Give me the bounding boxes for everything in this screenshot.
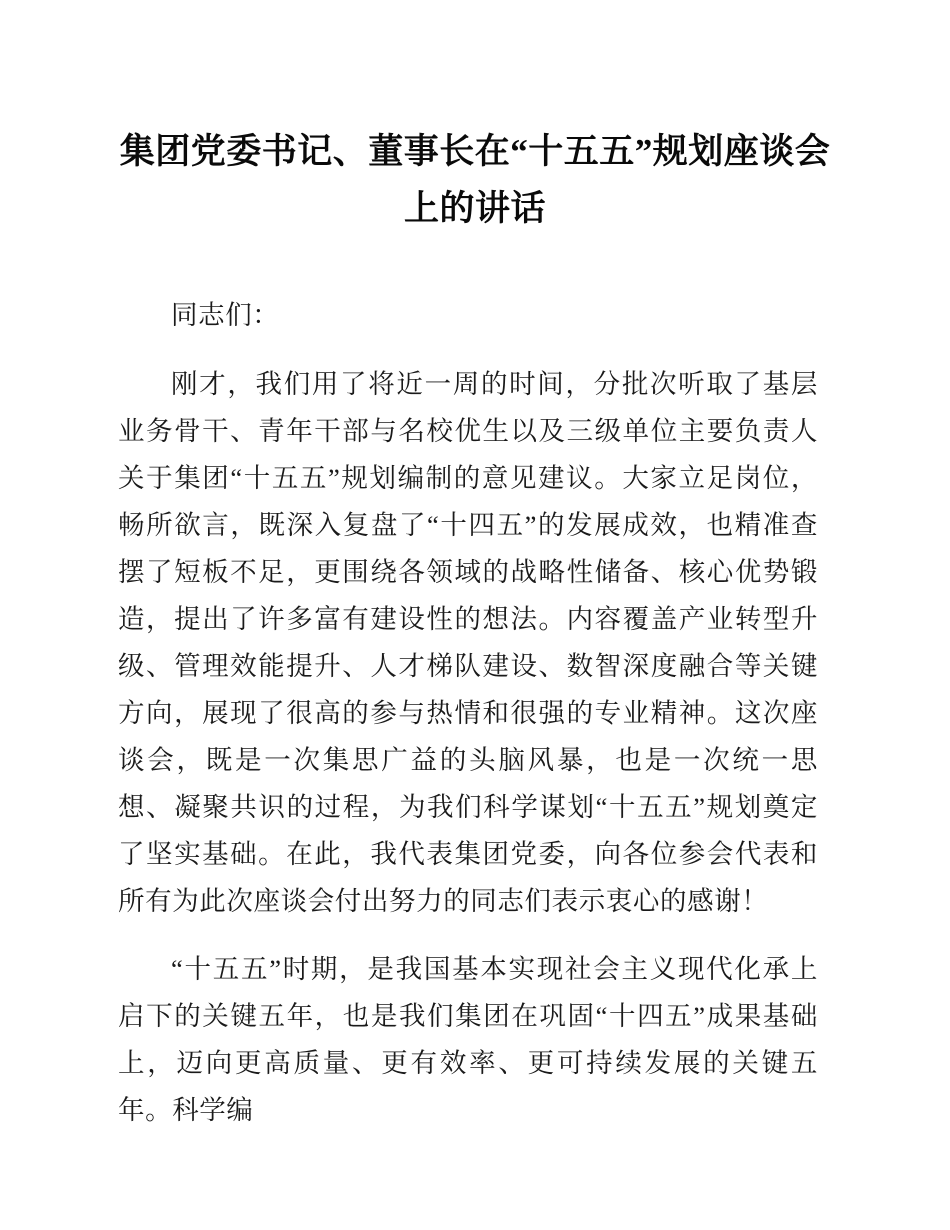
paragraph-period-significance: “十五五”时期，是我国基本实现社会主义现代化承上启下的关键五年，也是我们集团在巩固“十四五”成果基础上，迈向更高质量、更有效率、更可持续发展的关键五年。科学编 [118, 954, 818, 1125]
document-body [118, 292, 818, 1134]
paragraph-opening-remarks: 刚才，我们用了将近一周的时间，分批次听取了基层业务骨干、青年干部与名校优生以及三级单位主要负责人关于集团“十五五”规划编制的意见建议。大家立足岗位，畅所欲言，既深入复盘了“十四五”的发展成效，也精准查摆了短板不足，更围绕各领域的战略性储备、核心优势锻造，提出了许多富有建设性的想法。内容覆盖产业转型升级、管理效能提升、人才梯队建设、数智深度融合等关键方向，展现了很高的参与热情和很强的专业精神。这次座谈会，既是一次集思广益的头脑风暴，也是一次统一思想、凝聚共识的过程，为我们科学谋划“十五五”规划奠定了坚实基础。在此，我代表集团党委，向各位参会代表和所有为此次座谈会付出努力的同志们表示衷心的感谢！ [118, 369, 818, 916]
page-title: 集团党委书记、董事长在“十五五”规划座谈会上的讲话 [119, 132, 831, 229]
paragraph-salutation: 同志们： [171, 300, 280, 330]
